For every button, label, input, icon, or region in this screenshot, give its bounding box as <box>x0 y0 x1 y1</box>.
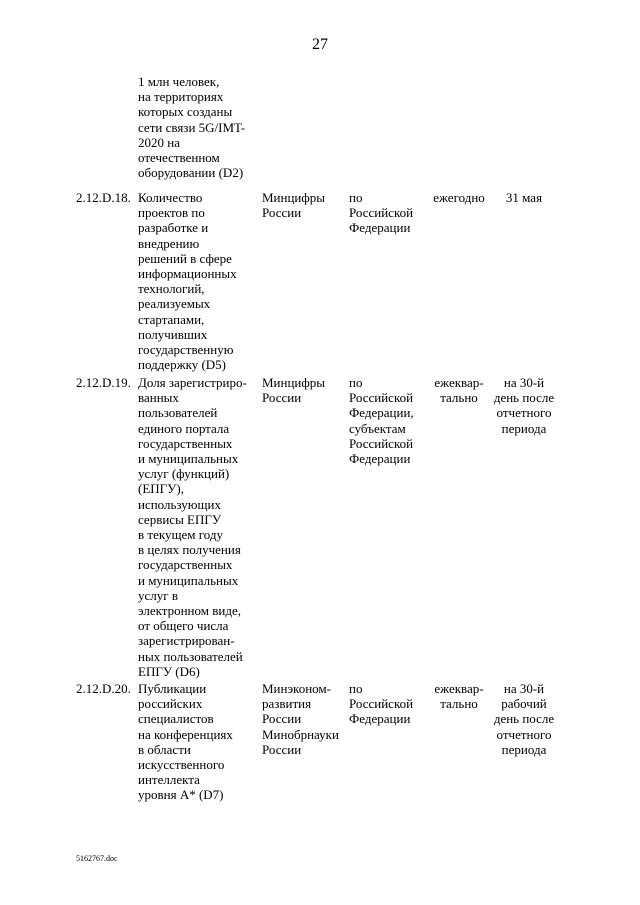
indicator-number: 2.12.D.19. <box>76 375 131 390</box>
continuation-text: 1 млн человек, на территориях которых созданы сети связи 5G/IMT- 2020 на отечественном оборудовании (D2) <box>138 74 246 181</box>
indicator-name: Публикации российских специалистов на конференциях в области искусственного интеллекта уровня А* (D7) <box>138 681 233 803</box>
indicator-number: 2.12.D.18. <box>76 190 131 205</box>
indicator-number: 2.12.D.20. <box>76 681 131 696</box>
deadline: на 30-й день после отчетного периода <box>493 375 555 436</box>
indicator-name: Доля зарегистриро- ванных пользователей единого портала государственных и муниципальных услуг (функций) (ЕПГУ), использующих сервисы ЕПГУ в текущем году в целях получения государственных и муниципальных услуг в электронном виде, от общего числа зарегистрирован- ных пользователей ЕПГУ (D6) <box>138 375 247 679</box>
aggregation-level: по Российской Федерации <box>349 681 414 727</box>
aggregation-level: по Российской Федерации, субъектам Российской Федерации <box>349 375 414 467</box>
indicator-name: Количество проектов по разработке и внедрению решений в сфере информационных технологий, реализуемых стартапами, получивших государственную поддержку (D5) <box>138 190 237 373</box>
deadline: 31 мая <box>505 190 543 205</box>
page-number: 27 <box>312 36 328 53</box>
frequency: ежегодно <box>433 190 485 205</box>
deadline: на 30-й рабочий день после отчетного периода <box>493 681 555 757</box>
responsible-agency: Минцифры России <box>262 375 326 406</box>
aggregation-level: по Российской Федерации <box>349 190 414 236</box>
responsible-agency: Минцифры России <box>262 190 326 221</box>
frequency: ежеквар- тально <box>434 375 484 406</box>
footer-code: 5162767.doc <box>76 854 118 863</box>
responsible-agency: Минэконом- развития России Минобрнауки России <box>262 681 339 757</box>
frequency: ежеквар- тально <box>434 681 484 712</box>
